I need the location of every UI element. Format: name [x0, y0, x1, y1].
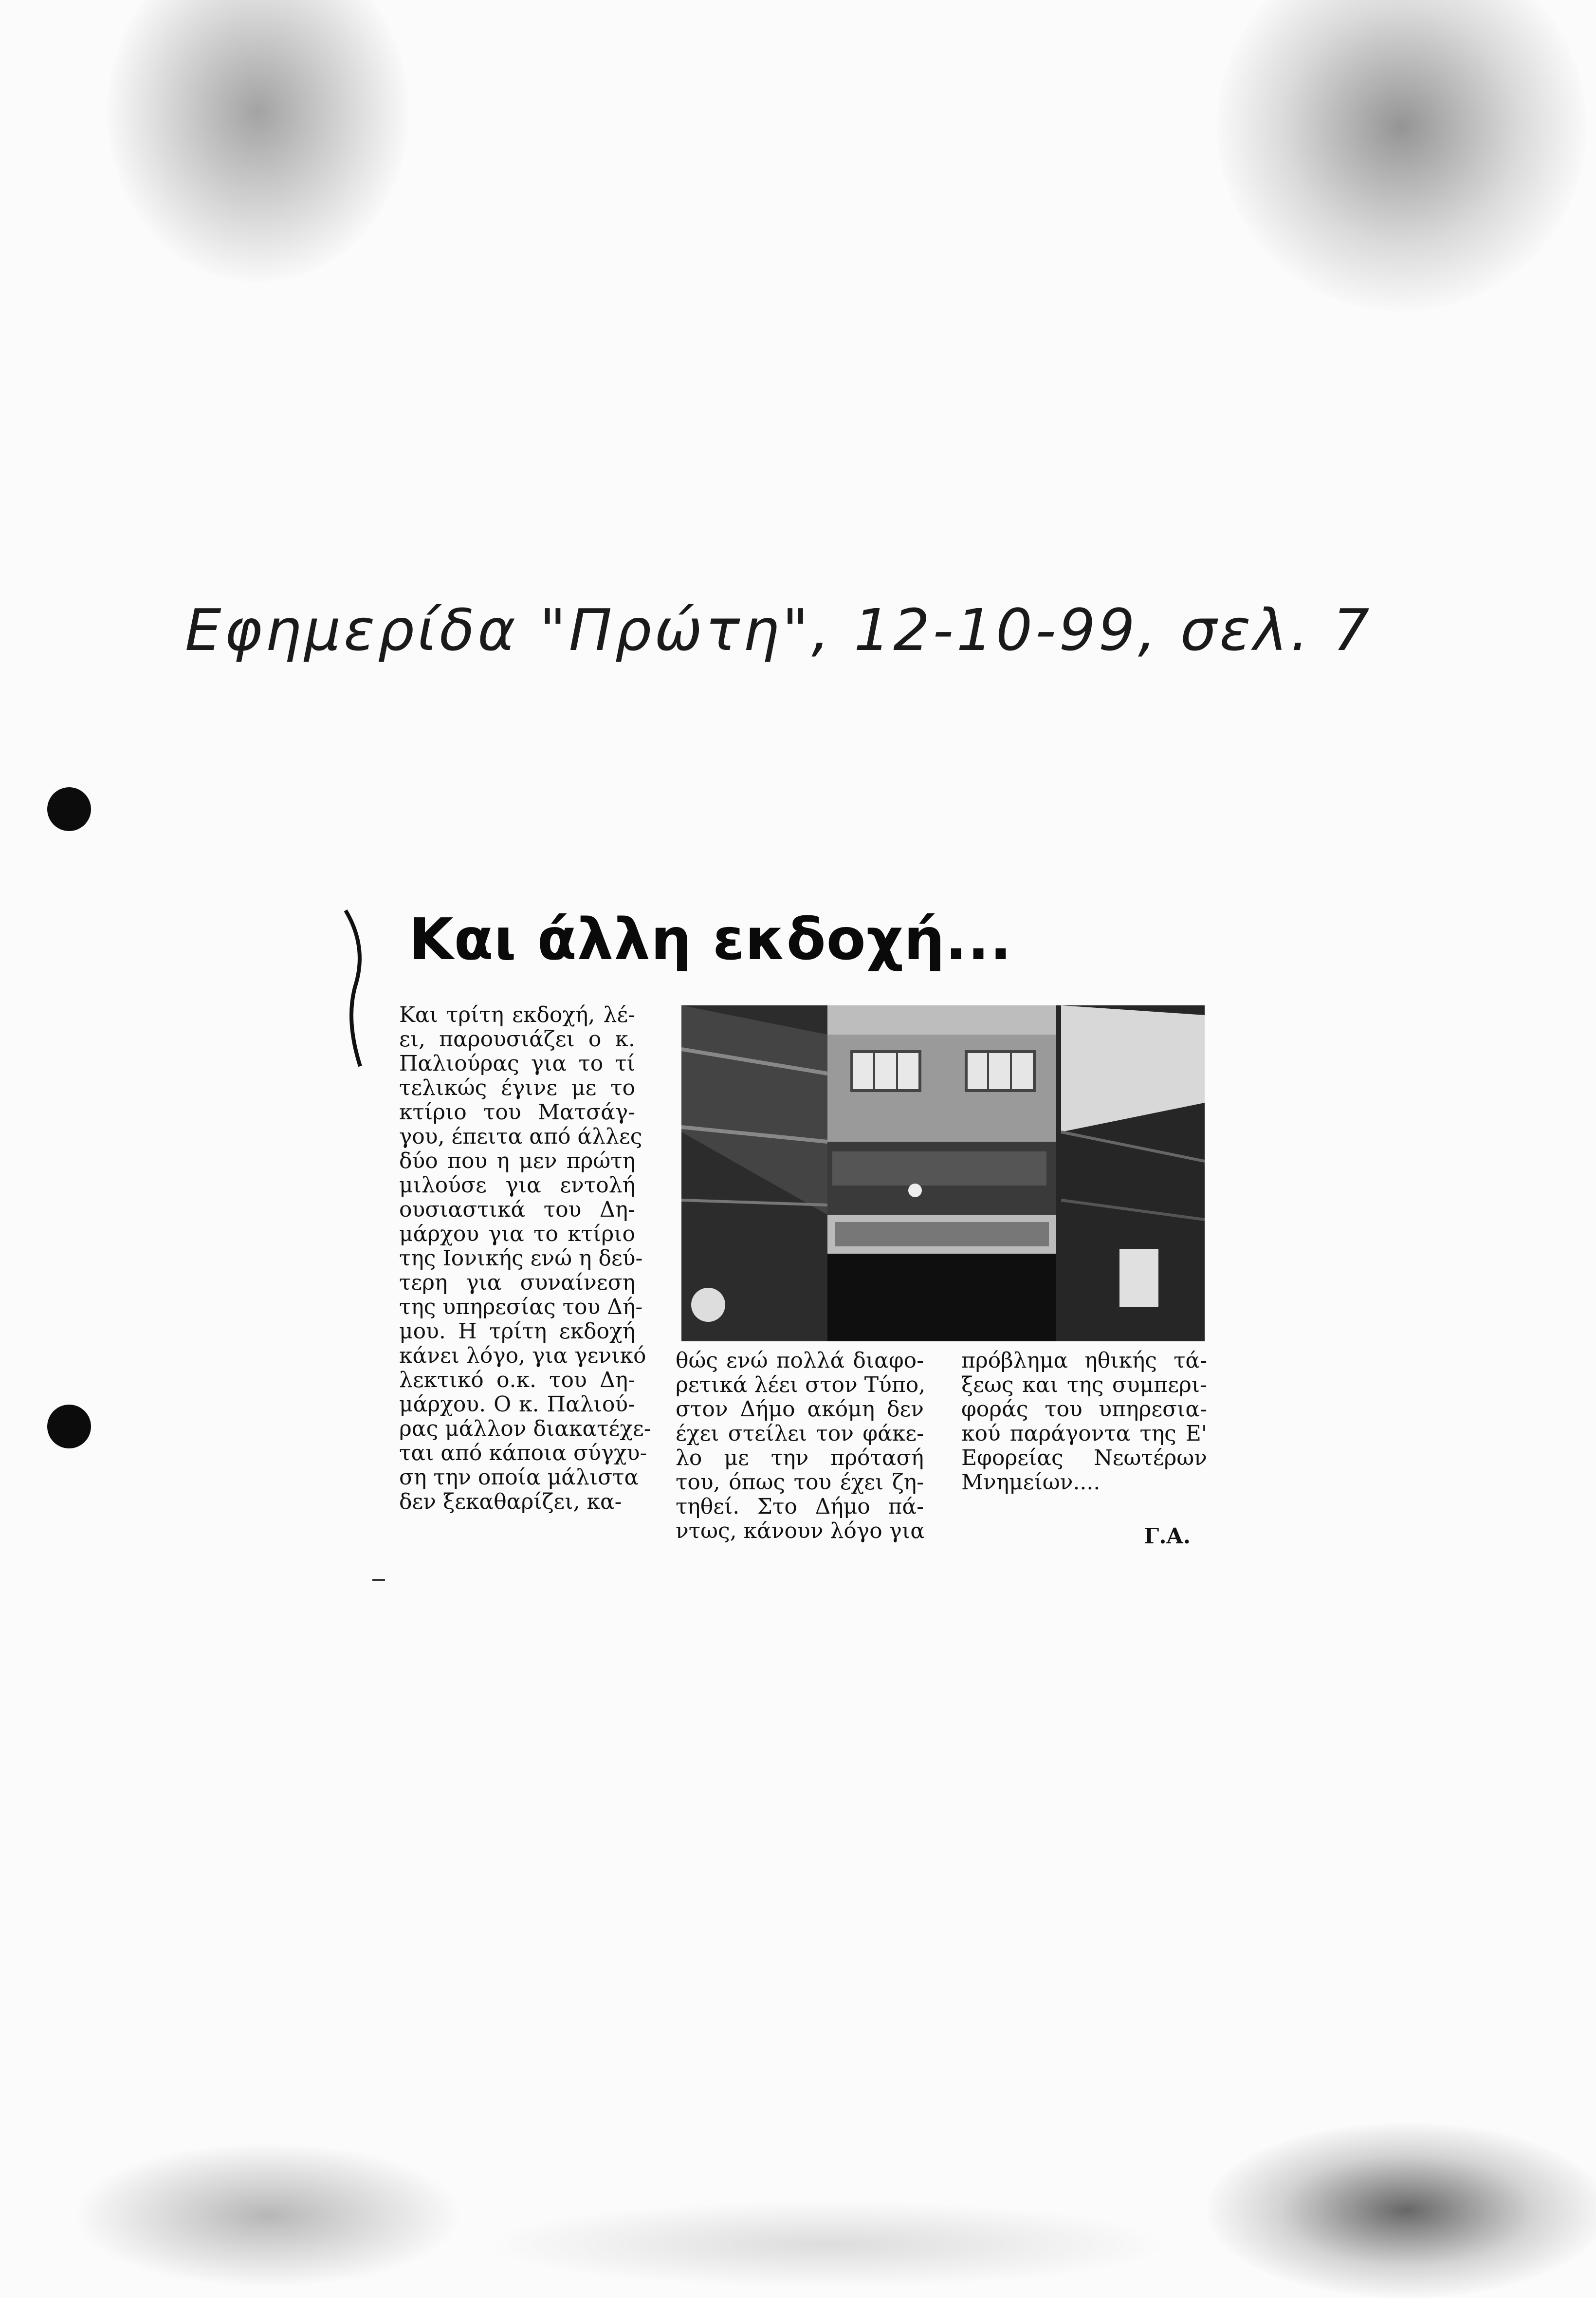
article-text-line: πρόβλημα ηθικής τά- — [961, 1348, 1207, 1373]
article-text-line: λεκτικό ο.κ. του Δη- — [399, 1368, 635, 1392]
article-text-line: κάνει λόγο, για γενικό — [399, 1343, 646, 1368]
article-text-line: της Ιονικής ενώ η δεύ- — [399, 1246, 643, 1271]
building-courtyard-photo — [681, 1005, 1205, 1341]
article-text-line: γου, έπειτα από άλλες — [399, 1124, 642, 1149]
article-text-line: ση την οποία μάλιστα — [399, 1465, 639, 1490]
article-column-3 — [961, 1349, 1207, 1495]
punch-hole-lower — [47, 1405, 91, 1448]
article-text-line: μάρχου για το κτίριο — [399, 1222, 635, 1246]
article-text-line: δεν ξεκαθαρίζει, κα- — [399, 1489, 622, 1514]
newspaper-clipping — [350, 906, 1207, 1612]
scan-smudge-top-right — [1217, 0, 1587, 312]
article-text-line: Εφορείας Νεωτέρων — [961, 1446, 1207, 1470]
decorative-bracket-icon — [341, 908, 370, 1069]
article-text-line: τερη για συναίνεση — [399, 1270, 635, 1295]
article-text-line: ρετικά λέει στον Τύπο, — [676, 1372, 926, 1397]
article-text-line: ξεως και της συμπερι- — [961, 1372, 1207, 1397]
scan-smudge-bottom-left — [73, 2142, 462, 2288]
scan-smudge-top-left — [107, 0, 409, 282]
article-text-line: στον Δήμο ακόμη δεν — [676, 1397, 924, 1422]
article-text-line: μάρχου. Ο κ. Παλιού- — [399, 1392, 635, 1417]
article-text-line: Και τρίτη εκδοχή, λέ- — [399, 1002, 635, 1027]
article-text-line: ται από κάποια σύγχυ- — [399, 1441, 647, 1465]
article-text-line: μου. Η τρίτη εκδοχή — [399, 1319, 635, 1344]
article-text-line: λο με την πρότασή — [676, 1446, 924, 1470]
article-text-line: κού παράγοντα της Ε' — [961, 1421, 1207, 1446]
scan-smudge-bottom-right — [1207, 2123, 1596, 2298]
article-text-line: ουσιαστικά του Δη- — [399, 1197, 635, 1222]
article-text-line: του, όπως του έχει ζη- — [676, 1470, 924, 1495]
article-text-line: φοράς του υπηρεσια- — [961, 1397, 1207, 1422]
article-column-2 — [676, 1349, 924, 1543]
article-text-line: έχει στείλει τον φάκε- — [676, 1421, 924, 1446]
article-text-line: τελικώς έγινε με το — [399, 1075, 635, 1100]
article-headline: Και άλλη εκδοχή... — [409, 906, 1012, 973]
article-author-initials: Γ.Α. — [1144, 1524, 1191, 1549]
article-text-line: ντως, κάνουν λόγο για — [676, 1519, 925, 1543]
stray-mark — [372, 1579, 385, 1581]
scan-smudge-bottom — [487, 2201, 1168, 2288]
punch-hole-upper — [47, 787, 91, 831]
article-text-line: κτίριο του Ματσάγ- — [399, 1100, 635, 1125]
article-text-line: τηθεί. Στο Δήμο πά- — [676, 1494, 924, 1519]
handwritten-source-note: Εφημερίδα "Πρώτη", 12-10-99, σελ. 7 — [185, 596, 1373, 664]
article-text-line: της υπηρεσίας του Δή- — [399, 1295, 643, 1319]
article-text-line: Παλιούρας για το τί — [399, 1051, 635, 1076]
article-column-1 — [399, 1002, 651, 1514]
article-text-line: Μνημείων.... — [961, 1470, 1101, 1495]
article-text-line: θώς ενώ πολλά διαφο- — [676, 1348, 924, 1373]
article-photo — [681, 1005, 1205, 1341]
article-text-line: μιλούσε για εντολή — [399, 1173, 635, 1198]
article-text-line: ρας μάλλον διακατέχε- — [399, 1416, 651, 1441]
article-text-line: δύο που η μεν πρώτη — [399, 1149, 635, 1173]
article-text-line: ει, παρουσιάζει ο κ. — [399, 1027, 635, 1052]
